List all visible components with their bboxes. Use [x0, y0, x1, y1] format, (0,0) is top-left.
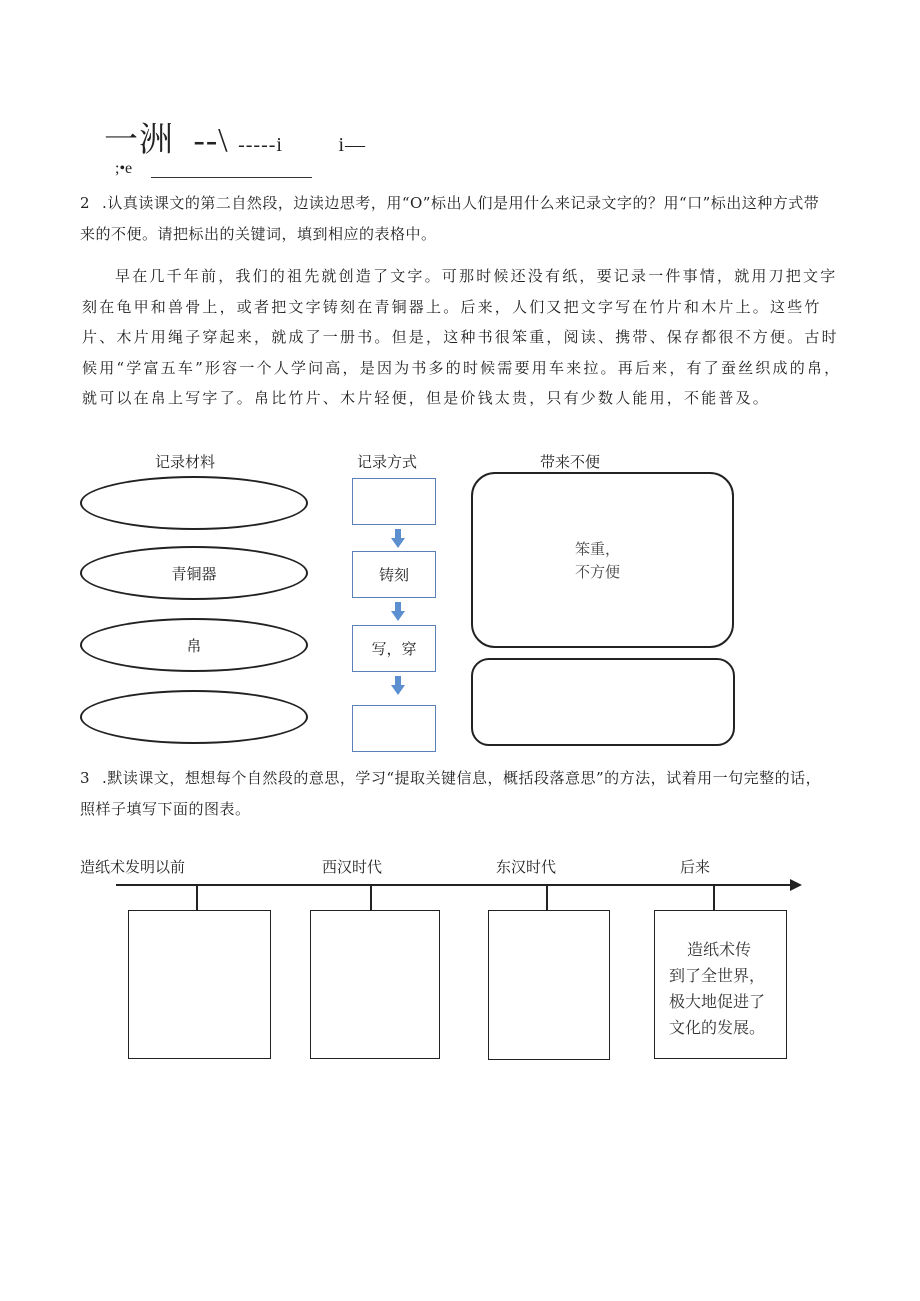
header-inconvenience: 带来不便: [540, 453, 601, 471]
question-2-line-1: .认真读课文的第二自然段，边读边思考，用“O”标出人们是用什么来记录文字的？用“口”标出这种方式带: [102, 194, 820, 212]
material-label: 帛: [186, 636, 202, 655]
garbled-subline: ;•e: [115, 160, 133, 177]
inconvenience-box-top[interactable]: [471, 472, 734, 648]
garbled-part-2: --\: [193, 122, 229, 159]
method-box-4[interactable]: [352, 705, 436, 752]
material-ellipse-3[interactable]: [80, 618, 308, 672]
question-3-number: 3: [80, 769, 91, 787]
garbled-header: [104, 112, 366, 161]
down-arrow-icon: [391, 676, 405, 696]
material-ellipse-1[interactable]: [80, 476, 308, 530]
garbled-part-1: 一洲: [104, 122, 174, 159]
method-box-2[interactable]: [352, 551, 436, 598]
garbled-part-3: -----i: [238, 134, 283, 156]
question-3-line-2: 照样子填写下面的图表。: [80, 800, 251, 818]
down-arrow-icon: [391, 529, 405, 549]
timeline-box-2[interactable]: [310, 910, 440, 1059]
header-materials: 记录材料: [155, 453, 216, 471]
timeline-label-1: 造纸术发明以前: [80, 858, 186, 876]
question-3-line-1: .默读课文，想想每个自然段的意思，学习“提取关键信息，概括段落意思”的方法，试着用一句完整的话，: [102, 769, 822, 787]
timeline-label-3: 东汉时代: [496, 858, 557, 876]
question-2-number: 2: [80, 194, 91, 212]
inconvenience-text: 笨重， 不方便: [575, 540, 621, 581]
timeline-box-1[interactable]: [128, 910, 271, 1059]
inconvenience-box-bottom[interactable]: [471, 658, 735, 746]
method-box-1[interactable]: [352, 478, 436, 525]
header-methods: 记录方式: [357, 453, 418, 471]
question-3: [80, 765, 860, 822]
down-arrow-icon: [391, 602, 405, 622]
method-label: 写，穿: [371, 640, 417, 658]
timeline-label-4: 后来: [680, 858, 711, 876]
reading-passage: 早在几千年前，我们的祖先就创造了文字。可那时候还没有纸，要记录一件事情，就用刀把文字刻在龟甲和兽骨上，或者把文字铸刻在青铜器上。后来，人们又把文字写在竹片和木片上。这些竹片、木片用绳子穿起来，就成了一册书。但是，这种书很笨重，阅读、携带、保存都很不方便。古时候用“学富五车”形容一个人学问高，是因为书多的时候需要用车来拉。再后来，有了蚕丝织成的帛，就可以在帛上写字了。帛比竹片、木片轻便，但是价钱太贵，只有少数人能用，不能普及。: [82, 267, 842, 407]
question-2: [80, 190, 860, 247]
material-label: 青铜器: [171, 564, 217, 583]
method-box-3[interactable]: [352, 625, 436, 672]
fill-in-line: [151, 177, 312, 178]
method-label: 铸刻: [378, 566, 409, 584]
timeline-box-4[interactable]: [654, 910, 787, 1059]
timeline-box-3[interactable]: [488, 910, 610, 1060]
question-2-line-2: 来的不便。请把标出的关键词，填到相应的表格中。: [80, 225, 437, 243]
material-ellipse-4[interactable]: [80, 690, 308, 744]
timeline-example-text: 造纸术传 到了全世界， 极大地促进了 文化的发展。: [669, 940, 766, 1037]
material-ellipse-2[interactable]: [80, 546, 308, 600]
garbled-part-4: i—: [338, 134, 367, 156]
timeline-label-2: 西汉时代: [322, 858, 383, 876]
